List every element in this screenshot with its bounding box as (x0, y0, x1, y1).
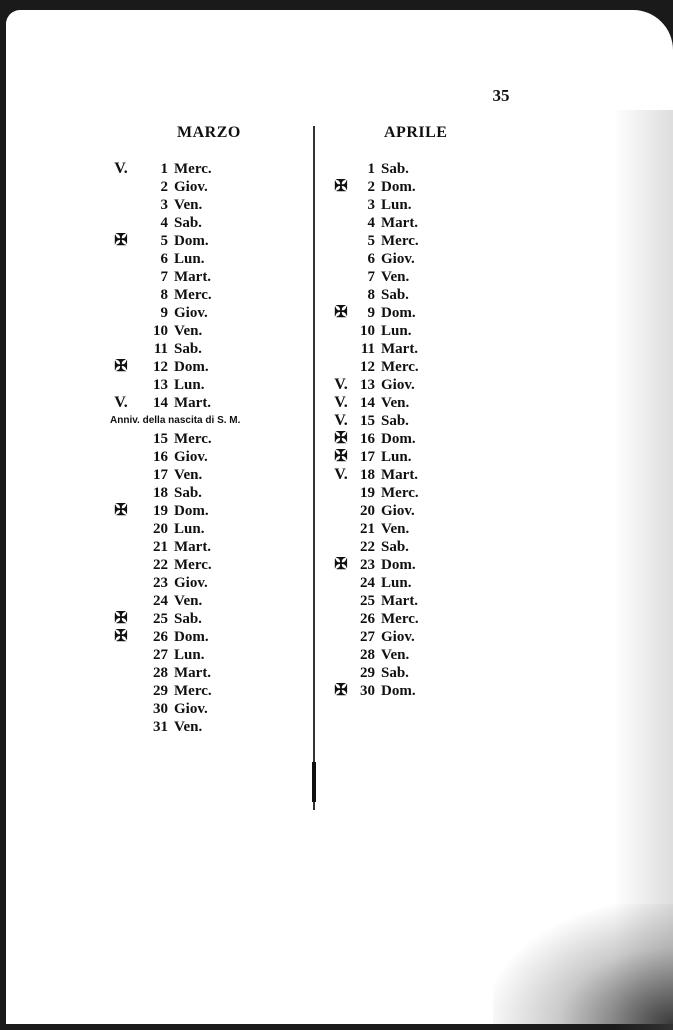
day-number: 14 (153, 395, 168, 411)
weekday-name: Lun. (174, 647, 205, 663)
weekday-name: Giov. (381, 503, 415, 519)
weekday-name: Lun. (381, 575, 412, 591)
cross-icon: ✠ (114, 610, 128, 627)
day-number: 16 (360, 431, 375, 447)
cross-icon: ✠ (114, 502, 128, 519)
weekday-name: Mart. (381, 593, 419, 609)
page-corner-wear (493, 904, 673, 1024)
day-number: 27 (360, 629, 375, 645)
weekday-name: Ven. (174, 197, 203, 213)
weekday-name: Ven. (381, 269, 410, 285)
weekday-name: Mart. (381, 215, 419, 231)
day-number: 20 (153, 521, 168, 537)
weekday-name: Merc. (174, 557, 212, 573)
vigil-mark: V. (334, 394, 348, 411)
day-number: 14 (360, 395, 375, 411)
day-number: 5 (367, 233, 375, 249)
weekday-name: Sab. (381, 539, 409, 555)
weekday-name: Lun. (174, 521, 205, 537)
vigil-mark: V. (334, 466, 348, 483)
weekday-name: Lun. (381, 323, 412, 339)
day-number: 2 (367, 179, 375, 195)
cross-icon: ✠ (114, 232, 128, 249)
weekday-name: Sab. (174, 485, 202, 501)
day-number: 3 (367, 197, 375, 213)
day-number: 11 (153, 341, 168, 357)
day-number: 7 (367, 269, 375, 285)
day-number: 27 (153, 647, 168, 663)
day-number: 13 (360, 377, 375, 393)
day-number: 23 (153, 575, 168, 591)
weekday-name: Ven. (174, 467, 203, 483)
weekday-name: Giov. (174, 449, 208, 465)
day-number: 29 (153, 683, 168, 699)
day-number: 25 (153, 611, 168, 627)
page-number: 35 (492, 86, 510, 105)
weekday-name: Ven. (381, 395, 410, 411)
day-number: 24 (153, 593, 168, 609)
day-number: 28 (360, 647, 375, 663)
cross-icon: ✠ (334, 304, 348, 321)
weekday-name: Mart. (174, 665, 212, 681)
weekday-name: Merc. (381, 485, 419, 501)
weekday-name: Sab. (174, 341, 202, 357)
day-number: 16 (153, 449, 168, 465)
day-number: 6 (367, 251, 375, 267)
weekday-name: Merc. (174, 287, 212, 303)
day-number: 22 (360, 539, 375, 555)
day-number: 7 (160, 269, 168, 285)
day-number: 21 (360, 521, 375, 537)
day-number: 3 (160, 197, 168, 213)
day-number: 10 (153, 323, 168, 339)
weekday-name: Merc. (174, 431, 212, 447)
vigil-mark: V. (114, 160, 128, 177)
book-page (6, 10, 673, 1024)
page-edge-shadow (613, 110, 673, 1030)
weekday-name: Merc. (381, 611, 419, 627)
anniversary-note: Anniv. della nascita di S. M. (110, 415, 241, 426)
day-number: 5 (160, 233, 168, 249)
day-number: 26 (153, 629, 168, 645)
vigil-mark: V. (334, 412, 348, 429)
weekday-name: Lun. (174, 377, 205, 393)
weekday-name: Dom. (381, 683, 416, 699)
day-number: 30 (360, 683, 375, 699)
column-divider-thick (312, 762, 316, 802)
day-number: 29 (360, 665, 375, 681)
cross-icon: ✠ (114, 628, 128, 645)
weekday-name: Dom. (381, 305, 416, 321)
weekday-name: Lun. (174, 251, 205, 267)
day-number: 22 (153, 557, 168, 573)
day-number: 24 (360, 575, 375, 591)
weekday-name: Giov. (174, 305, 208, 321)
weekday-name: Dom. (381, 431, 416, 447)
day-number: 18 (360, 467, 375, 483)
day-number: 1 (367, 161, 375, 177)
weekday-name: Mart. (381, 341, 419, 357)
weekday-name: Merc. (381, 359, 419, 375)
day-number: 12 (153, 359, 168, 375)
day-number: 8 (160, 287, 168, 303)
month-title-marzo: MARZO (177, 124, 241, 141)
weekday-name: Giov. (174, 701, 208, 717)
weekday-name: Giov. (381, 629, 415, 645)
weekday-name: Lun. (381, 197, 412, 213)
weekday-name: Giov. (381, 251, 415, 267)
day-number: 30 (153, 701, 168, 717)
day-number: 8 (367, 287, 375, 303)
cross-icon: ✠ (114, 358, 128, 375)
cross-icon: ✠ (334, 682, 348, 699)
day-number: 9 (160, 305, 168, 321)
day-number: 18 (153, 485, 168, 501)
weekday-name: Lun. (381, 449, 412, 465)
weekday-name: Dom. (174, 359, 209, 375)
weekday-name: Ven. (174, 719, 203, 735)
weekday-name: Merc. (174, 161, 212, 177)
day-number: 4 (367, 215, 375, 231)
day-number: 15 (153, 431, 168, 447)
day-number: 20 (360, 503, 375, 519)
day-number: 23 (360, 557, 375, 573)
day-number: 25 (360, 593, 375, 609)
month-title-aprile: APRILE (384, 124, 448, 141)
cross-icon: ✠ (334, 448, 348, 465)
day-number: 2 (160, 179, 168, 195)
weekday-name: Sab. (381, 161, 409, 177)
vigil-mark: V. (334, 376, 348, 393)
day-number: 17 (360, 449, 375, 465)
weekday-name: Giov. (174, 575, 208, 591)
column-divider (313, 126, 315, 810)
day-number: 15 (360, 413, 375, 429)
weekday-name: Giov. (381, 377, 415, 393)
weekday-name: Ven. (174, 323, 203, 339)
day-number: 28 (153, 665, 168, 681)
weekday-name: Sab. (174, 611, 202, 627)
weekday-name: Sab. (174, 215, 202, 231)
day-number: 19 (360, 485, 375, 501)
vigil-mark: V. (114, 394, 128, 411)
weekday-name: Sab. (381, 665, 409, 681)
cross-icon: ✠ (334, 178, 348, 195)
day-number: 31 (153, 719, 168, 735)
day-number: 6 (160, 251, 168, 267)
cross-icon: ✠ (334, 556, 348, 573)
weekday-name: Dom. (381, 557, 416, 573)
day-number: 13 (153, 377, 168, 393)
weekday-name: Giov. (174, 179, 208, 195)
day-number: 11 (360, 341, 375, 357)
weekday-name: Mart. (174, 269, 212, 285)
weekday-name: Merc. (174, 683, 212, 699)
day-number: 26 (360, 611, 375, 627)
day-number: 4 (160, 215, 168, 231)
day-number: 21 (153, 539, 168, 555)
weekday-name: Dom. (381, 179, 416, 195)
weekday-name: Sab. (381, 287, 409, 303)
cross-icon: ✠ (334, 430, 348, 447)
day-number: 17 (153, 467, 168, 483)
day-number: 9 (367, 305, 375, 321)
weekday-name: Ven. (381, 647, 410, 663)
weekday-name: Mart. (174, 395, 212, 411)
weekday-name: Merc. (381, 233, 419, 249)
weekday-name: Dom. (174, 503, 209, 519)
weekday-name: Sab. (381, 413, 409, 429)
day-number: 10 (360, 323, 375, 339)
weekday-name: Dom. (174, 629, 209, 645)
day-number: 19 (153, 503, 168, 519)
day-number: 12 (360, 359, 375, 375)
weekday-name: Ven. (381, 521, 410, 537)
weekday-name: Ven. (174, 593, 203, 609)
weekday-name: Mart. (381, 467, 419, 483)
day-number: 1 (160, 161, 168, 177)
weekday-name: Dom. (174, 233, 209, 249)
weekday-name: Mart. (174, 539, 212, 555)
